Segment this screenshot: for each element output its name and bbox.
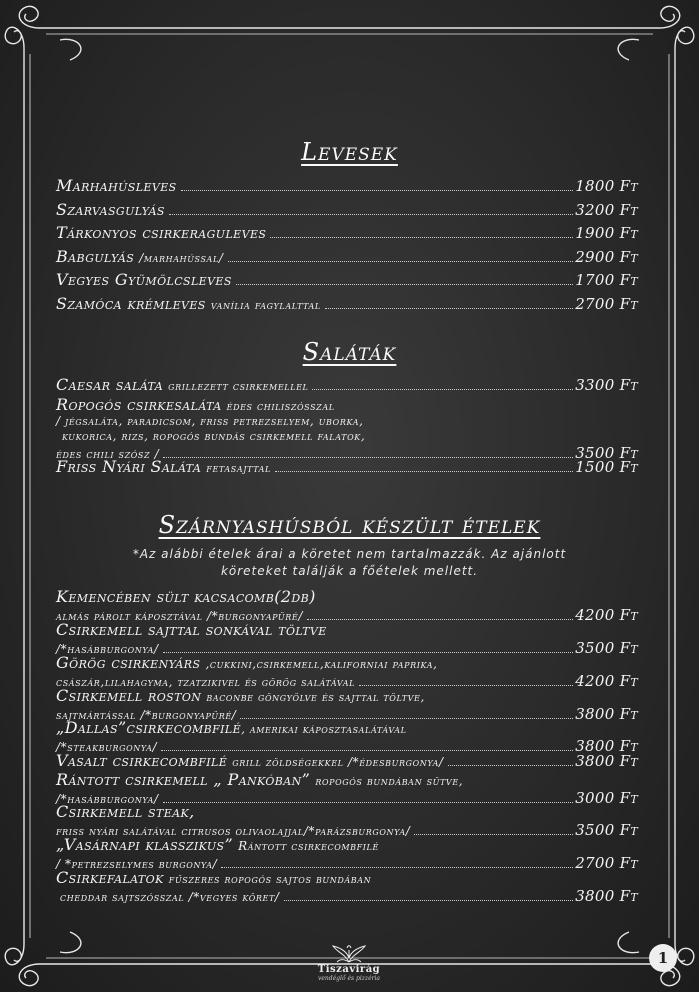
- menu-item: [56, 375, 638, 394]
- item-name: Kemencében sült kacsacomb: [56, 587, 275, 606]
- item-price: 4200 Ft: [575, 672, 638, 690]
- item-description: grillezett csirkemellel: [168, 379, 309, 393]
- item-name: Csirkemell sajttal sonkával töltve: [56, 620, 327, 639]
- menu-item: [56, 835, 638, 872]
- menu-item: [56, 802, 638, 839]
- item-price: 3500 Ft: [575, 821, 638, 839]
- item-description-line: friss nyári salátával citrusos olivaolajjal/*parázsburgonya/: [56, 824, 411, 838]
- item-description: grill zöldségekkel /*édesburgonya/: [232, 755, 444, 769]
- item-description-line: császár,lilahagyma, tzatzikivel és görög salátával: [56, 675, 356, 689]
- menu-item: [56, 653, 638, 690]
- item-price: 3500 Ft: [575, 444, 638, 462]
- item-name: Csirkemell steak,: [56, 802, 195, 821]
- item-price: 1500 Ft: [575, 458, 638, 476]
- item-description-line: / *petrezselymes burgonya/: [56, 857, 218, 871]
- item-description-line: kukorica, rizs, ropogós bundás csirkemell falatok,: [62, 429, 366, 443]
- section-note: köreteket találják a főételek mellett.: [220, 564, 479, 578]
- item-name: Tárkonyos csirkeraguleves: [56, 223, 267, 242]
- item-description-line: /*hasábburgonya/: [56, 642, 159, 656]
- item-price: 4200 Ft: [575, 606, 638, 624]
- item-name: „Dallas”csirkecombfilé: [56, 718, 242, 737]
- menu-item: [56, 200, 638, 219]
- item-description: ,cukkini,csirkemell,kaliforniai paprika,: [205, 657, 438, 671]
- item-description-line: /*hasábburgonya/: [56, 792, 159, 806]
- item-name: Szarvasgulyás: [56, 200, 165, 219]
- section-title-salatak: Saláták: [302, 338, 397, 366]
- item-price: 2700 Ft: [575, 295, 638, 313]
- item-price: 3500 Ft: [575, 639, 638, 657]
- section-title-szarnyas: Szárnyashúsból készült ételek: [158, 511, 541, 539]
- item-name: Caesar saláta: [56, 375, 164, 394]
- item-name-suffix: (2db): [274, 587, 316, 606]
- item-price: 3800 Ft: [575, 737, 638, 755]
- item-price: 1900 Ft: [575, 224, 638, 242]
- item-price: 3200 Ft: [575, 201, 638, 219]
- item-description: ropogós bundában sütve,: [315, 774, 464, 788]
- item-name: Szamóca krémleves: [56, 294, 206, 313]
- section-title-levesek: Levesek: [301, 138, 398, 166]
- item-name: Vasalt csirkecombfilé: [56, 751, 228, 770]
- item-price: 1700 Ft: [575, 271, 638, 289]
- logo-name: Tiszavirág: [317, 964, 381, 975]
- item-price: 1800 Ft: [575, 177, 638, 195]
- item-name: Rántott csirkemell „ Pankóban”: [56, 770, 311, 789]
- item-description-line: sajtmártással /*burgonyapüré/: [56, 708, 237, 722]
- item-description-line: / jégsaláta, paradicsom, friss petrezselyem, uborka,: [56, 414, 364, 428]
- item-name: „Vasárnapi klasszikus”: [56, 835, 234, 854]
- section-note: *Az alábbi ételek árai a köretet nem tartalmazzák. Az ajánlott: [132, 547, 567, 561]
- item-name: Babgulyás: [56, 247, 135, 266]
- restaurant-logo: [299, 942, 399, 982]
- page-number-badge: 1: [649, 944, 677, 972]
- menu-item: [56, 247, 638, 266]
- item-price: 3000 Ft: [575, 789, 638, 807]
- item-description: /marhahússal/: [139, 251, 224, 265]
- item-description-line: almás párolt káposztával /*burgonyapüré/: [56, 609, 303, 623]
- menu-item: [56, 457, 638, 476]
- item-description-line: cheddar sajtszósszal /*vegyes köret/: [60, 890, 280, 904]
- item-description-line: édes chili szósz /: [56, 447, 160, 461]
- item-price: 3800 Ft: [575, 705, 638, 723]
- item-price: 3300 Ft: [575, 376, 638, 394]
- item-price: 3800 Ft: [575, 752, 638, 770]
- menu-item: [56, 223, 638, 242]
- item-price: 2700 Ft: [575, 854, 638, 872]
- item-name: Marhahúsleves: [56, 176, 177, 195]
- item-price: 3800 Ft: [575, 887, 638, 905]
- logo-subtitle: vendéglő és pizzéria: [317, 975, 380, 982]
- menu-item: [56, 587, 638, 624]
- menu-item: [56, 620, 638, 657]
- menu-item: [56, 176, 638, 195]
- menu-item: [56, 751, 638, 770]
- mayfly-icon: [329, 942, 369, 964]
- item-price: 2900 Ft: [575, 248, 638, 266]
- item-name: Vegyes Gyümölcsleves: [56, 270, 232, 289]
- item-description: vanília fagylalttal: [210, 298, 321, 312]
- item-description: Rántott csirkecombfilé: [238, 839, 379, 853]
- item-description: baconbe göngyölve és sajttal töltve,: [206, 690, 425, 704]
- menu-item: [56, 395, 638, 462]
- item-name: Görög csirkenyárs: [56, 653, 201, 672]
- item-name: Ropogós csirkesaláta: [56, 395, 222, 414]
- item-description: , amerikai káposztasalátával: [241, 722, 407, 736]
- item-description: édes chiliszósszal: [226, 399, 335, 413]
- item-name: Csirkefalatok: [56, 868, 164, 887]
- item-description: fűszeres ropogós sajtos bundában: [168, 872, 372, 886]
- menu-item: [56, 868, 638, 905]
- item-name: Friss Nyári Saláta: [56, 457, 202, 476]
- item-name: Csirkemell roston: [56, 686, 202, 705]
- menu-item: [56, 718, 638, 755]
- menu-item: [56, 294, 638, 313]
- menu-item: [56, 270, 638, 289]
- item-description: fetasajttal: [206, 461, 271, 475]
- item-description-line: /*steakburgonya/: [56, 740, 158, 754]
